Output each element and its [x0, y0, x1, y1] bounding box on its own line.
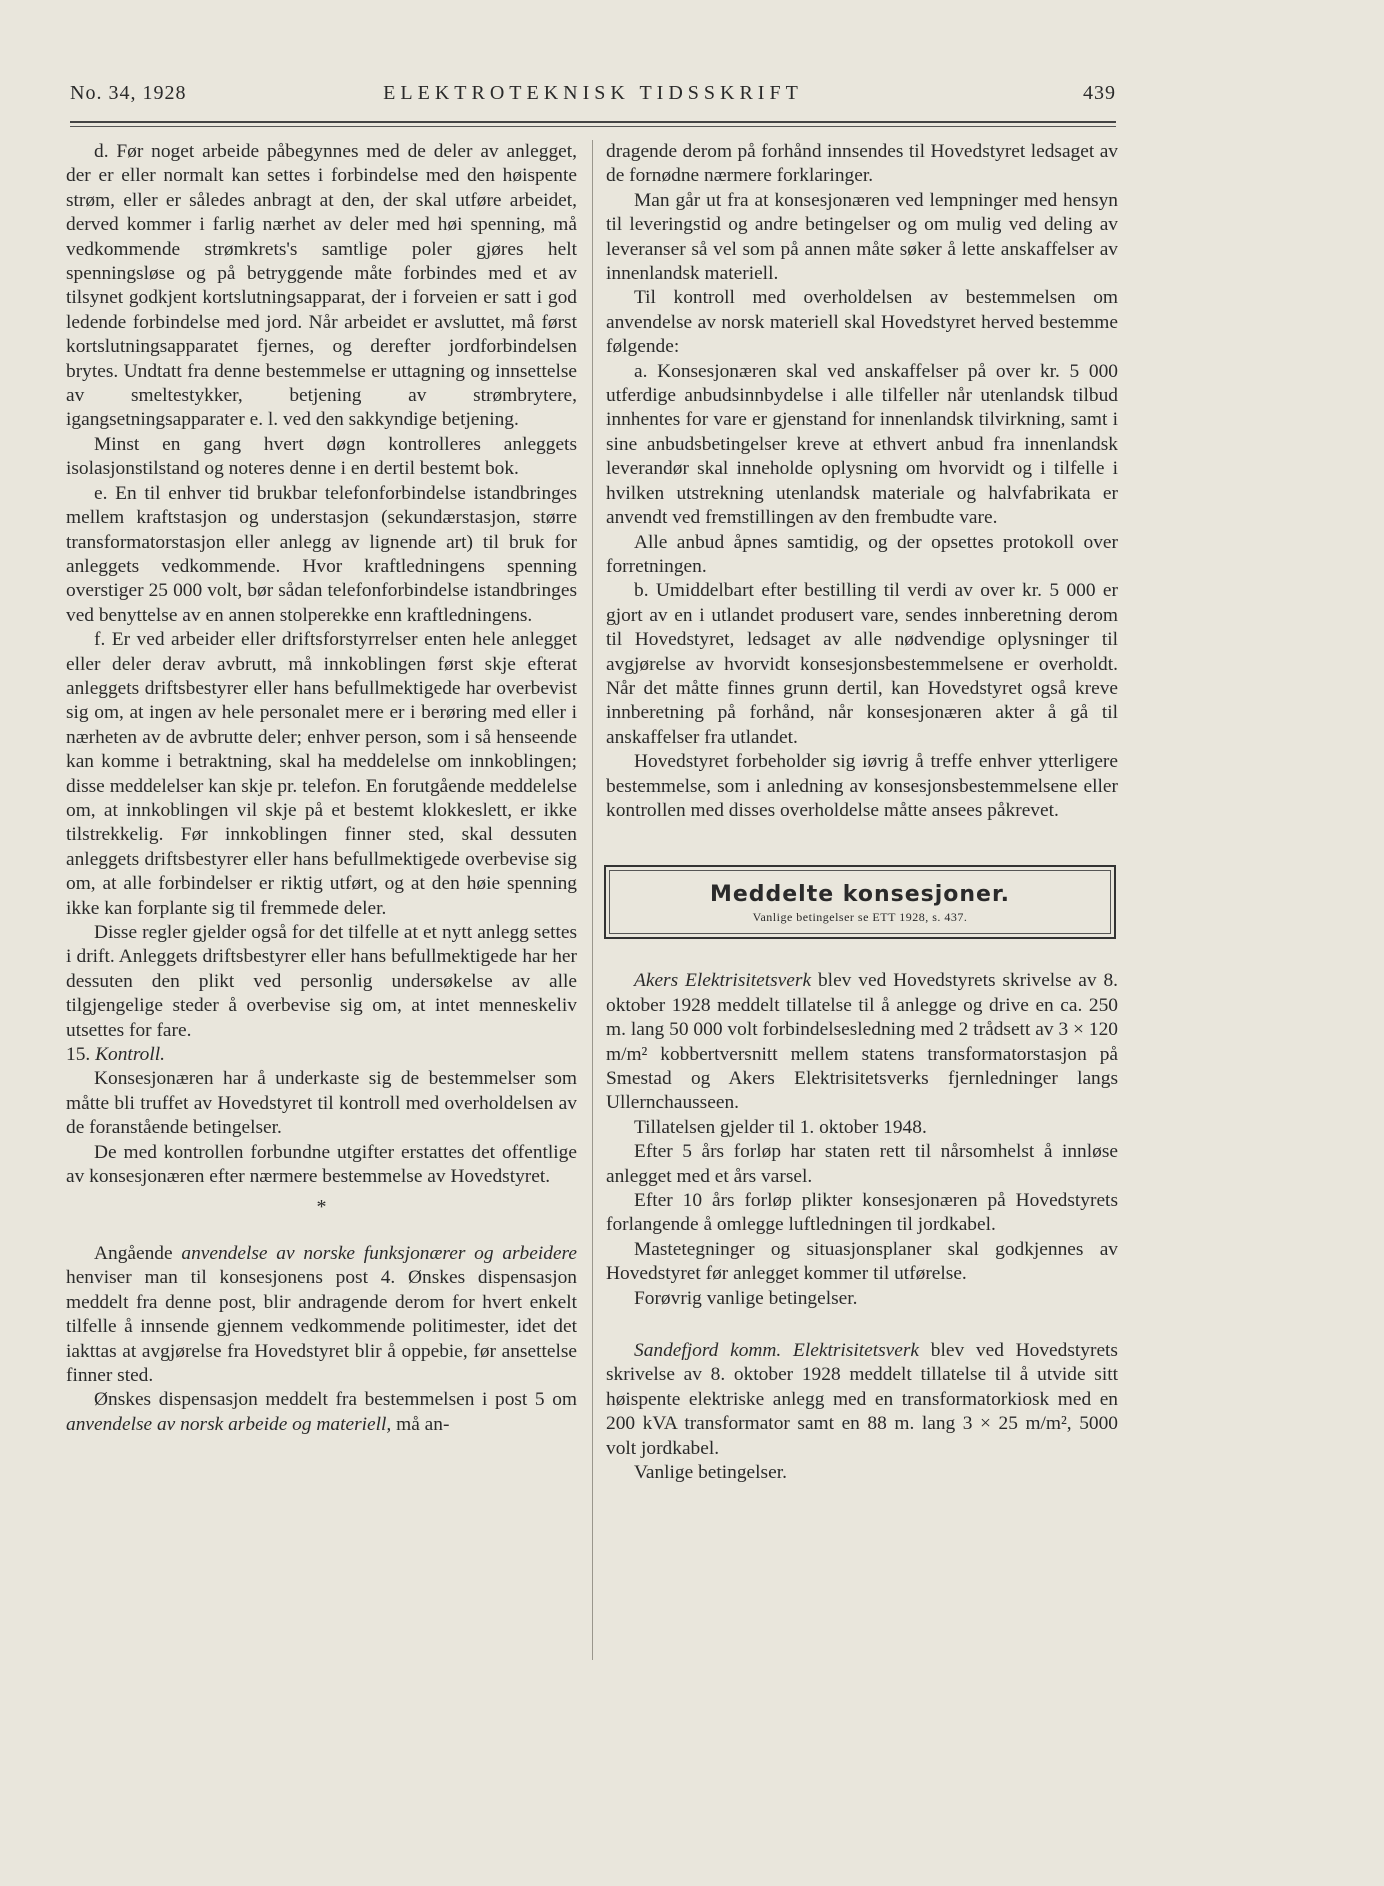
section-15-number: 15.: [66, 1044, 91, 1066]
paragraph-f: f. Er ved arbeider eller driftsforstyrrelser enten hele anlegget eller deler derav avbrutt, må innkoblingen først skje efterat anleggets driftsbestyrer eller hans befullmektigede har overbevist sig om, at ingen av hele personalet mere er i berøring med eller i nærheten av de avbrutte deler; enhver person, som i så henseende kan komme i betraktning, skal ha meddelelse om innkoblingen; disse meddelelser kan skje pr. telefon. En forutgående meddelelse om, at innkoblingen vil skje på et bestemt klokkeslett, er ikke tilstrekkelig. Før innkoblingen finner sted, skal dessuten anleggets driftsbestyrer eller hans befullmektigede overbevise sig om, at alle forbindelser er riktig utført, og at den høie spenning ikke kan forplante sig til fremmede deler.: [66, 629, 577, 919]
section-title-box: [604, 865, 1116, 939]
onskes-italic: anvendelse av norsk arbeide og materiell,: [66, 1413, 392, 1435]
paragraph-akers-cable: Efter 10 års forløp plikter konsesjonæren på Hovedstyrets forlangende å omlegge luftledningen til jordkabel.: [606, 1190, 1118, 1236]
paragraph-sandefjord-conditions: Vanlige betingelser.: [634, 1462, 787, 1484]
paragraph-disse: Disse regler gjelder også for det tilfelle at et nytt anlegg settes i drift. Anleggets driftsbestyrer eller hans befullmektigede har her dessuten den plikt ved personlig undersøkelse av alle tilgjengelige steder å overbevise sig om, at intet menneskeliv utsettes for fare.: [66, 922, 577, 1041]
onskes-text-end: må an-: [396, 1413, 450, 1435]
paragraph-akers-conditions: Forøvrig vanlige betingelser.: [634, 1287, 858, 1309]
angaende-text-end: henviser man til konsesjonens post 4. Ønskes dispensasjon meddelt fra denne post, blir andragende derom for hvert enkelt tilfelle å innsende gjennem vedkommende politimester, idet det iakttas at avgjørelse fra Hovedstyret blir å oppebie, før ansettelse finner sted.: [66, 1267, 577, 1386]
section-title-box-inner: [609, 870, 1111, 934]
paragraph-continued: dragende derom på forhånd innsendes til Hovedstyret ledsaget av de fornødne nærmere forklaringer.: [606, 141, 1118, 187]
section-separator: *: [316, 1196, 327, 1219]
paragraph-onskes: [66, 1388, 577, 1437]
paragraph-alle-anbud: Alle anbud åpnes samtidig, og der opsettes protokoll over forretningen.: [606, 531, 1118, 577]
spacer: [606, 1311, 1118, 1339]
paragraph-angaende: [66, 1242, 577, 1388]
header-rule: [70, 121, 1116, 123]
sandefjord-name: Sandefjord komm. Elektrisitetsverk: [634, 1340, 920, 1362]
paragraph-akers: [606, 969, 1118, 1115]
paragraph-hovedstyret: Hovedstyret forbeholder sig iøvrig å treffe enhver ytterligere bestemmelse, som i anledning av konsesjonsbestemmelsene eller kontrollen med disses overholdelse måtte ansees påkrevet.: [606, 751, 1118, 821]
column-divider: [592, 140, 593, 1660]
sandefjord-text: blev ved Hovedstyrets skrivelse av 8. oktober 1928 meddelt tillatelse til å utvide sitt høispente elektriske anlegg med en transformatorkiosk med en 200 kVA transformator samt en 88 m. lang 3 × 25 m/m², 5000 volt jordkabel.: [606, 1340, 1118, 1459]
paragraph-e: e. En til enhver tid brukbar telefonforbindelse istandbringes mellem kraftstasjon og understasjon (sekundærstasjon, større transformatorstasjon eller anlegg av lignende art) til bruk for anleggets vedkommende. Hvor kraftledningens spenning overstiger 25 000 volt, bør sådan telefonforbindelse istandbringes ved benyttelse av en annen stolperekke enn kraftledningens.: [66, 482, 577, 626]
paragraph-d: d. Før noget arbeide påbegynnes med de deler av anlegget, der er eller normalt kan settes i forbindelse med den høispente strøm, eller er således anbragt at den, der skal utføre arbeidet, derved kommer i farlig nærhet av deler med høi spenning, må vedkommende strømkrets's samtlige poler gjøres helt spenningsløse og på betryggende måte forbindes med et av tilsynet godkjent kortslutningsapparat, der i forveien er satt i god ledende forbindelse med jord. Når arbeidet er avsluttet, må først kortslutningsapparatet fjernes, og derefter jordforbindelsen brytes. Undtatt fra denne bestemmelse er uttagning og innsettelse av smeltestykker, betjening av strømbrytere, igangsetningsapparater e. l. ved den sakkyndige betjening.: [66, 141, 577, 431]
akers-name: Akers Elektrisitetsverk: [634, 970, 812, 992]
paragraph-akers-drawings: Mastetegninger og situasjonsplaner skal godkjennes av Hovedstyret før anlegget kommer til utførelse.: [606, 1238, 1118, 1285]
section-15-heading: [66, 1043, 577, 1067]
page-number: 439: [1083, 82, 1116, 104]
paragraph-til-kontroll: Til kontroll med overholdelsen av bestemmelsen om anvendelse av norsk materiell skal Hovedstyret herved bestemme følgende:: [606, 287, 1118, 358]
left-column: [66, 140, 577, 1437]
angaende-text-start: Angående: [94, 1242, 173, 1264]
paragraph-b: b. Umiddelbart efter bestilling til verdi av over kr. 5 000 er gjort av en i utlandet produsert vare, sendes innberetning derom til Hovedstyret, ledsaget av alle nødvendige oplysninger til avgjørelse av hvorvidt konsesjonsbestemmelsene er overholdt. Når det måtte finnes grunn dertil, kan Hovedstyret også kreve innberetning på forhånd, når konsesjonæren akter å gå til anskaffelser fra utlandet.: [606, 580, 1118, 748]
paragraph-konsesjonaeren: Konsesjonæren har å underkaste sig de bestemmelser som måtte bli truffet av Hovedstyret til kontroll med overholdelsen av de foranstående betingelser.: [66, 1068, 577, 1139]
paragraph-minst: Minst en gang hvert døgn kontrolleres anleggets isolasjonstilstand og noteres denne i en dertil bestemt bok.: [66, 433, 577, 480]
angaende-italic: anvendelse av norske funksjonærer og arbeidere: [181, 1242, 577, 1264]
paragraph-man-gar: Man går ut fra at konsesjonæren ved lempninger med hensyn til leveringstid og andre betingelser og om mulig ved deling av leveranser så vel som på annen måte søker å lette anskaffelser av innenlandsk materiell.: [606, 189, 1118, 285]
paragraph-sandefjord: [606, 1339, 1118, 1461]
onskes-text-start: Ønskes dispensasjon meddelt fra bestemmelsen i post 5 om: [94, 1389, 577, 1411]
section-subtitle: Vanlige betingelser se ETT 1928, s. 437.: [752, 910, 968, 925]
header-rule-thin: [70, 126, 1116, 127]
paragraph-a: a. Konsesjonæren skal ved anskaffelser på over kr. 5 000 utferdige anbudsinnbydelse i alle tilfeller når utenlandsk tilbud innhentes for vare er gjenstand for innenlandsk tilvirkning, samt i sine anbudsbetingelser kreve at ethvert anbud fra innenlandsk leverandør skal inneholde oplysning om hvorvidt og i tilfelle i hvilken utstrekning utenlandsk materiale og halvfabrikata er anvendt ved fremstillingen av den frembudte vare.: [606, 360, 1118, 529]
issue-number: No. 34, 1928: [70, 82, 187, 104]
paragraph-de-med: De med kontrollen forbundne utgifter erstattes det offentlige av konsesjonæren efter nærmere bestemmelse av Hovedstyret.: [66, 1141, 577, 1188]
paragraph-akers-validity: Tillatelsen gjelder til 1. oktober 1948.: [634, 1116, 927, 1138]
running-header: [70, 78, 1116, 104]
right-column: [606, 140, 1118, 1486]
paragraph-akers-buyout: Efter 5 års forløp har staten rett til nårsomhelst å innløse anlegget med et års varsel.: [606, 1141, 1118, 1187]
section-15-title: Kontroll.: [95, 1044, 165, 1066]
akers-text: blev ved Hovedstyrets skrivelse av 8. oktober 1928 meddelt tillatelse til å anlegge og drive en ca. 250 m. lang 50 000 volt forbindelsesledning med 2 trådsett av 3 × 120 m/m² kobbertversnitt mellem statens transformatorstasjon på Smestad og Akers Elektrisitetsverks fjernledninger langs Ullernchausseen.: [606, 970, 1118, 1114]
journal-title: ELEKTROTEKNISK TIDSSKRIFT: [383, 82, 803, 104]
section-title: Meddelte konsesjoner.: [709, 882, 1011, 908]
